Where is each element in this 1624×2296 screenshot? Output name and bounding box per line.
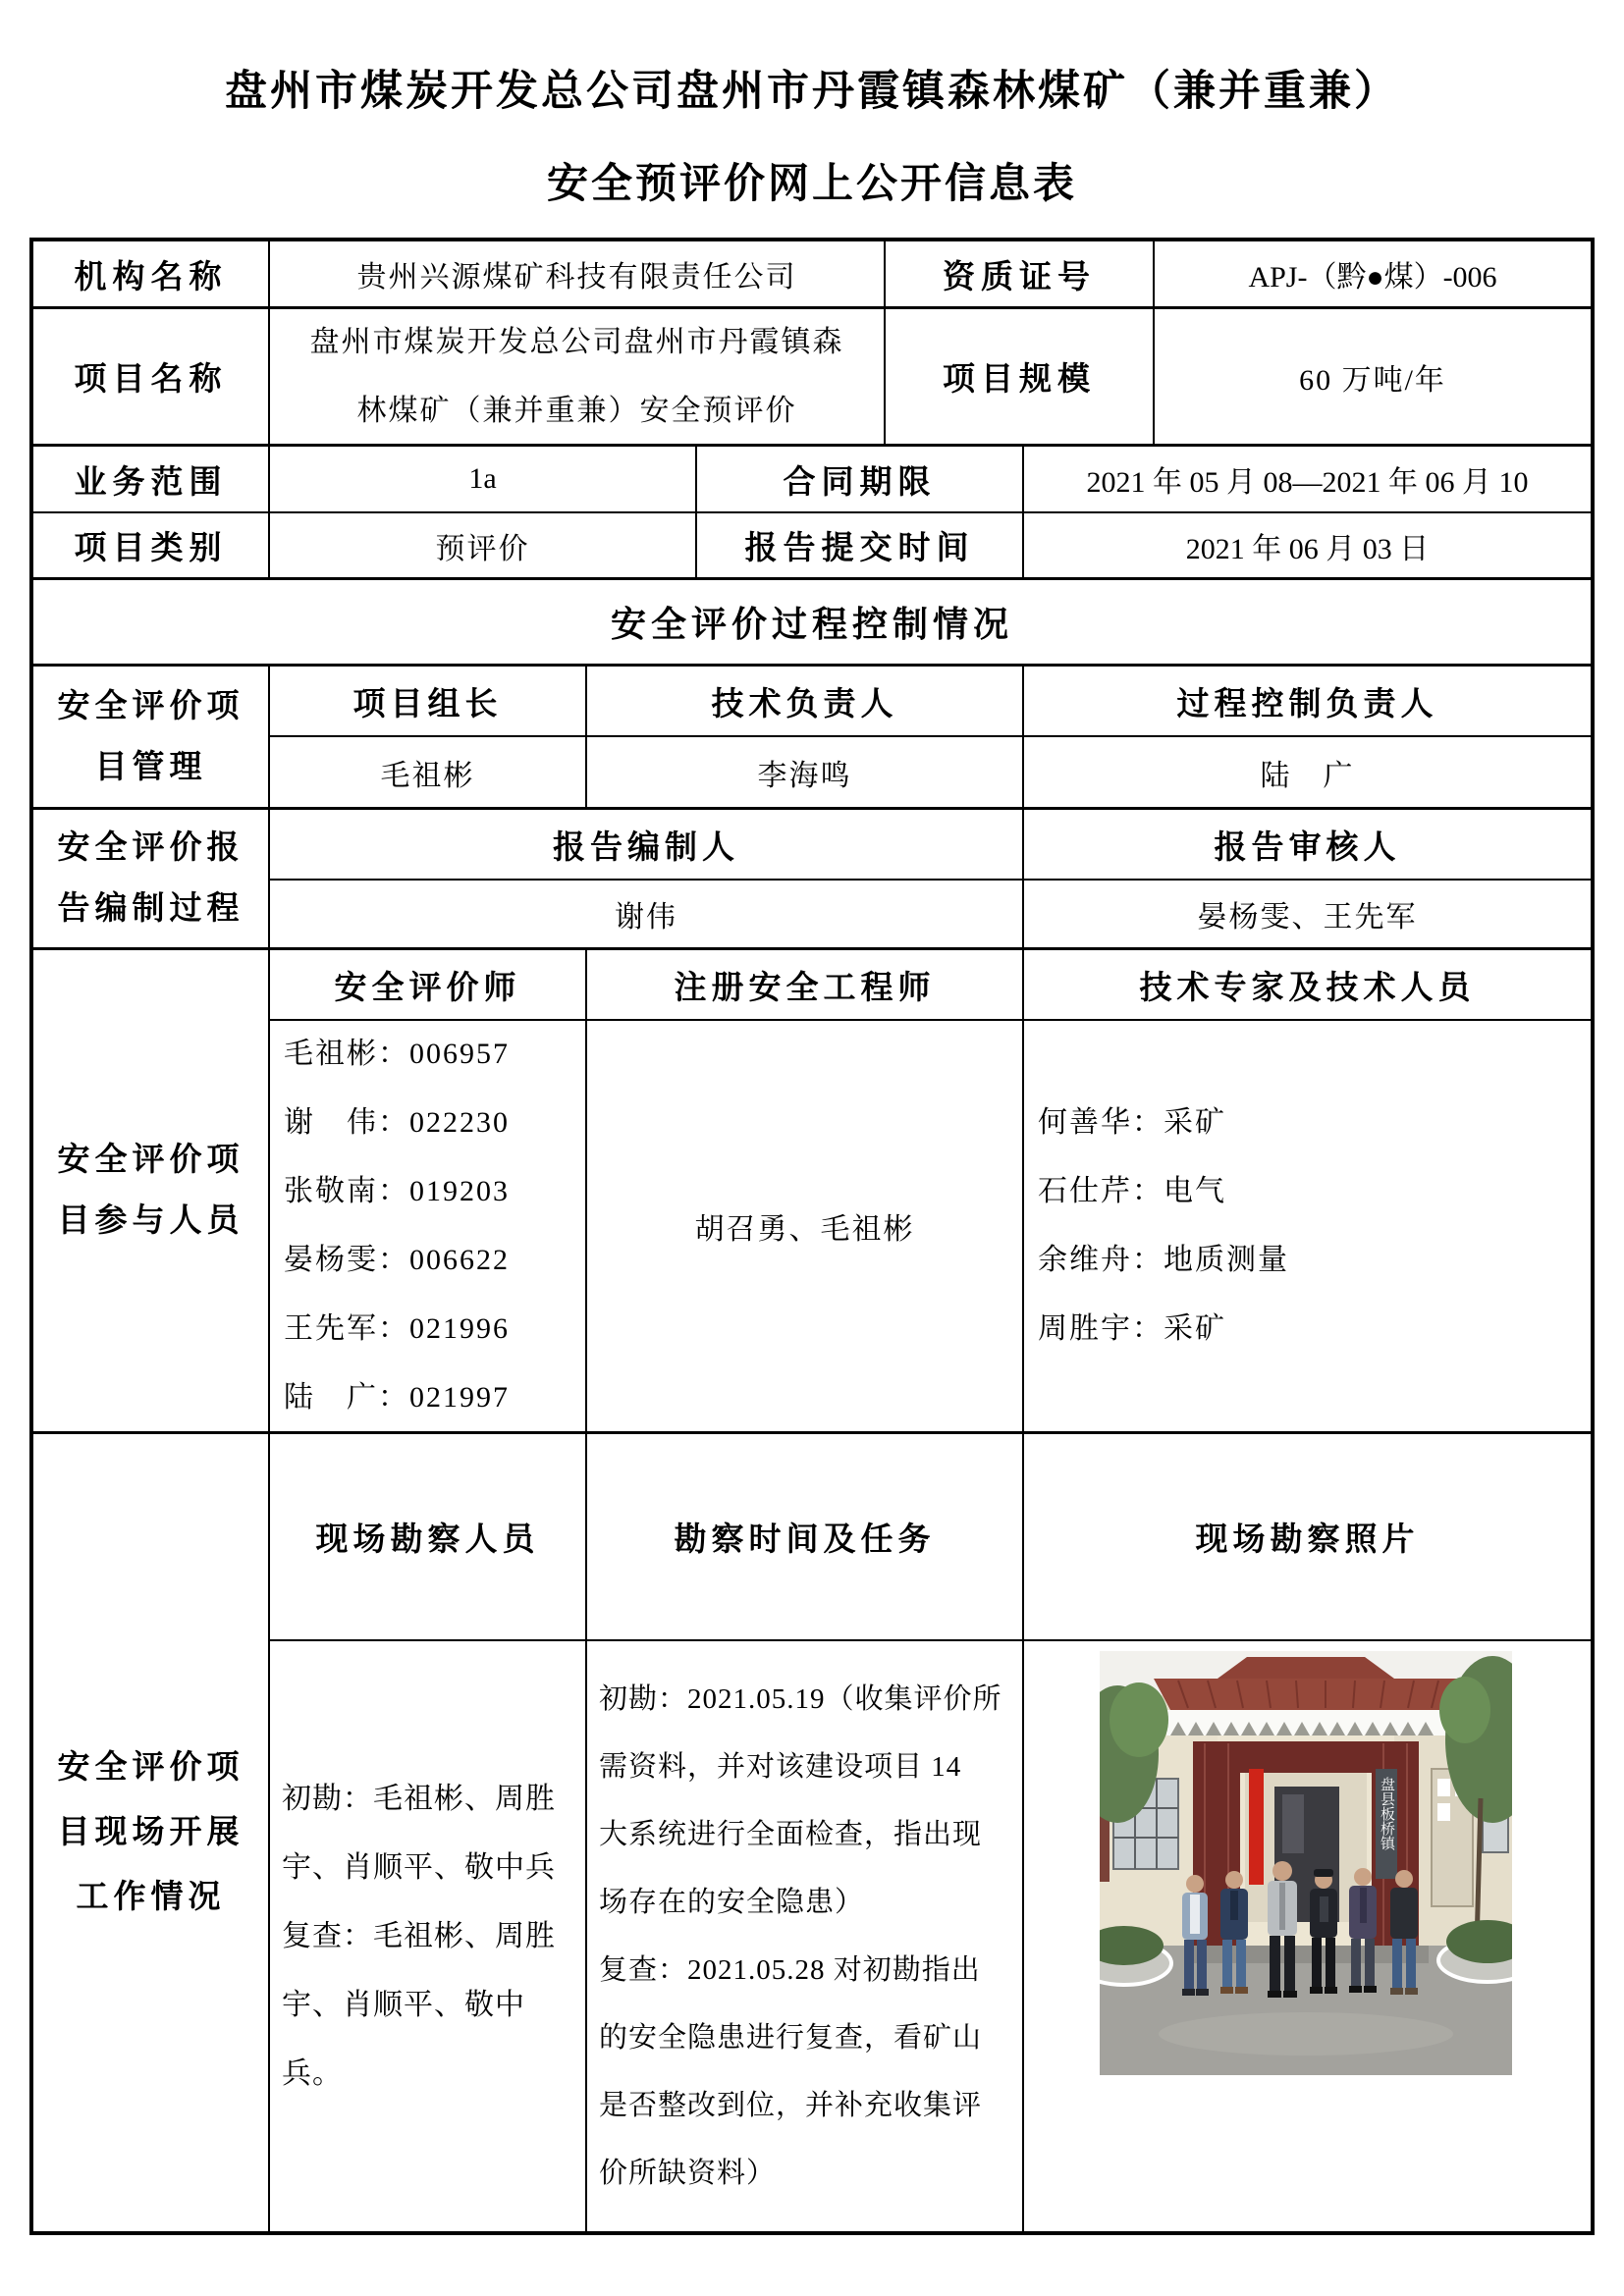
schedule-line: 的安全隐患进行复查，看矿山 (599, 2021, 983, 2054)
evaluator-item: 张敬南：019203 (284, 1175, 510, 1207)
contract-label: 合同期限 (697, 447, 1024, 511)
section-participants (33, 950, 1591, 1434)
cert-no-label: 资质证号 (886, 241, 1155, 306)
compilation-value-row (270, 881, 1591, 947)
schedule-line: 复查：2021.05.28 对初勘指出 (599, 1953, 981, 1986)
compilation-header-row (270, 810, 1591, 881)
expert-item: 何善华：采矿 (1038, 1106, 1226, 1139)
title-line-1: 盘州市煤炭开发总公司盘州市丹霞镇森林煤矿（兼并重兼） (225, 69, 1399, 115)
personnel-line: 初勘：毛祖彬、周胜 (282, 1782, 556, 1815)
personnel-line: 复查：毛祖彬、周胜 (282, 1919, 556, 1952)
title-line-2: 安全预评价网上公开信息表 (546, 162, 1077, 207)
management-header-row (270, 667, 1591, 737)
participants-label-line1: 安全评价项 (57, 1143, 244, 1178)
expert-header: 技术专家及技术人员 (1139, 970, 1476, 1006)
project-name-label: 项目名称 (33, 309, 270, 444)
section-management (33, 667, 1591, 810)
engineer-header: 注册安全工程师 (587, 950, 1024, 1019)
expert-item: 余维舟：地质测量 (1038, 1244, 1289, 1276)
survey-photo-container (1024, 1641, 1591, 2231)
schedule-line: 需资料，并对该建设项目 14 (599, 1750, 962, 1783)
evaluator-item: 毛祖彬：006957 (284, 1038, 510, 1070)
org-name-label: 机构名称 (33, 241, 270, 306)
report-writer-value: 谢伟 (270, 881, 1024, 947)
site-photo (1100, 1651, 1512, 2075)
evaluator-item: 谢 伟：022230 (284, 1106, 510, 1139)
report-writer-header: 报告编制人 (270, 810, 1024, 879)
schedule-line: 场存在的安全隐患） (599, 1886, 865, 1918)
scope-label: 业务范围 (33, 447, 270, 511)
section-site-work (33, 1434, 1591, 2231)
evaluator-item: 王先军：021996 (284, 1312, 510, 1345)
expert-list (1024, 1021, 1591, 1431)
survey-personnel-header: 现场勘察人员 (270, 1434, 587, 1639)
engineer-names: 胡召勇、毛祖彬 (587, 1021, 1024, 1431)
participants-header-row (270, 950, 1591, 1021)
site-section-label (33, 1434, 270, 2231)
contract-value: 2021 年 05 月 08—2021 年 06 月 10 (1086, 466, 1529, 499)
evaluator-list (270, 1021, 587, 1431)
submit-time-label: 报告提交时间 (697, 513, 1024, 577)
schedule-line: 是否整改到位，并补充收集评 (599, 2089, 983, 2121)
schedule-line: 初勘：2021.05.19（收集评价所 (599, 1682, 1002, 1715)
compilation-section-label (33, 810, 270, 947)
project-scale-value: 60 万吨/年 (1299, 363, 1446, 397)
schedule-line: 大系统进行全面检查，指出现 (599, 1818, 983, 1850)
photo-notice-3 (1437, 1803, 1450, 1821)
survey-personnel-text (270, 1641, 587, 2231)
evaluator-item: 陆 广：021997 (284, 1381, 510, 1414)
report-reviewer-value: 晏杨雯、王先军 (1197, 901, 1418, 934)
expert-item: 周胜宇：采矿 (1038, 1312, 1226, 1345)
evaluator-header: 安全评价师 (270, 950, 587, 1019)
row-organization (33, 241, 1591, 309)
survey-schedule-text (587, 1641, 1024, 2231)
photo-ground-light (1159, 2012, 1453, 2056)
submit-time-value: 2021 年 06 月 03 日 (1185, 532, 1430, 565)
compilation-label-line1: 安全评价报 (57, 830, 244, 866)
project-scale-label: 项目规模 (886, 309, 1155, 444)
team-leader-header: 项目组长 (270, 667, 587, 735)
process-control-title: 安全评价过程控制情况 (610, 605, 1013, 644)
tech-lead-value: 李海鸣 (587, 737, 1024, 807)
personnel-line: 宇、肖顺平、敬中兵 (282, 1850, 556, 1884)
personnel-line: 宇、肖顺平、敬中兵。 (282, 1988, 525, 2090)
row-project (33, 309, 1591, 447)
org-name-value: 贵州兴源煤矿科技有限责任公司 (270, 241, 886, 306)
participants-content-row (270, 1021, 1591, 1431)
expert-item: 石仕芹：电气 (1038, 1175, 1226, 1207)
photo-sign-text: 盘县板桥镇 (1379, 1777, 1394, 1850)
evaluator-item: 晏杨雯：006622 (284, 1244, 510, 1276)
scope-value: 1a (270, 447, 697, 511)
info-table (29, 238, 1595, 2235)
photo-notice-1 (1437, 1779, 1450, 1796)
process-lead-value: 陆 广 (1260, 759, 1355, 792)
participants-section-label (33, 950, 270, 1431)
row-scope (33, 447, 1591, 513)
site-label-line1: 安全评价项 (57, 1750, 244, 1786)
site-header-row (270, 1434, 1591, 1641)
site-label-line3: 工作情况 (76, 1880, 226, 1915)
tech-lead-header: 技术负责人 (587, 667, 1024, 735)
document-title (29, 51, 1595, 226)
row-category (33, 513, 1591, 580)
row-process-control-header (33, 580, 1591, 667)
compilation-label-line2: 告编制过程 (57, 891, 244, 927)
category-label: 项目类别 (33, 513, 270, 577)
site-label-line2: 目现场开展 (57, 1815, 244, 1850)
schedule-line: 价所缺资料） (599, 2157, 777, 2189)
team-leader-value: 毛祖彬 (270, 737, 587, 807)
photo-roof-upper (1218, 1657, 1394, 1679)
photo-door-glass (1282, 1794, 1304, 1853)
management-label-line1: 安全评价项 (57, 688, 244, 724)
survey-schedule-header: 勘察时间及任务 (587, 1434, 1024, 1639)
process-lead-header: 过程控制负责人 (1176, 686, 1438, 722)
management-section-label (33, 667, 270, 807)
cert-no-value: APJ-（黔●煤）-006 (1248, 261, 1497, 294)
management-value-row (270, 737, 1591, 807)
project-name-value: 盘州市煤炭开发总公司盘州市丹霞镇森林煤矿（兼并重兼）安全预评价 (270, 309, 886, 444)
section-compilation (33, 810, 1591, 950)
photo-red-banner (1249, 1769, 1264, 1885)
report-reviewer-header: 报告审核人 (1214, 829, 1401, 866)
participants-label-line2: 目参与人员 (57, 1203, 244, 1239)
site-content-row (270, 1641, 1591, 2231)
category-value: 预评价 (270, 513, 697, 577)
survey-photo-header: 现场勘察照片 (1195, 1522, 1420, 1558)
management-label-line2: 目管理 (94, 749, 207, 785)
